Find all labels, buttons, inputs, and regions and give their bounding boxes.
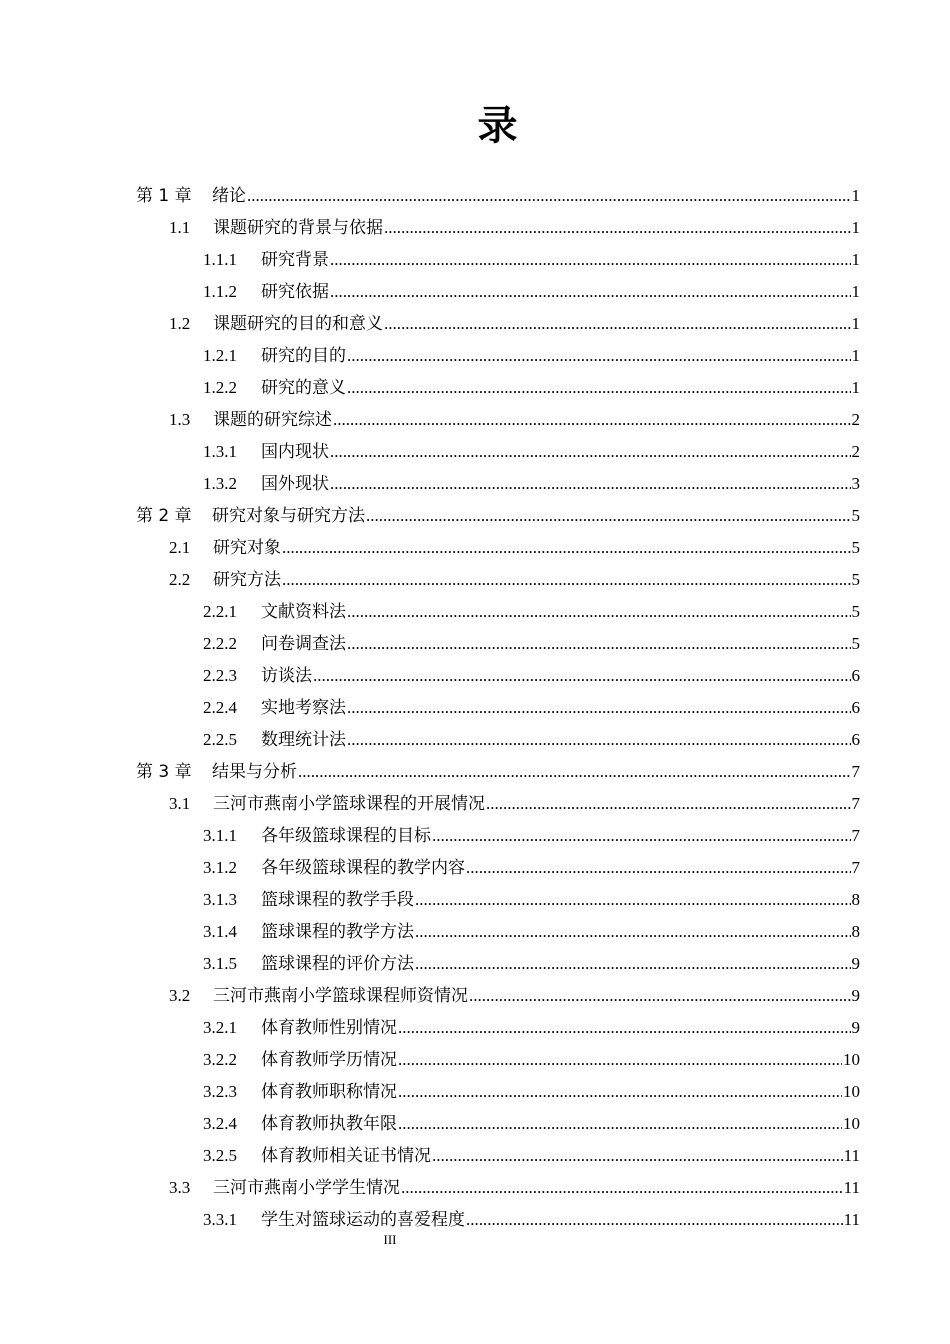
toc-entry[interactable]	[203, 948, 860, 980]
toc-entry[interactable]	[136, 756, 860, 788]
toc-entry-page: 9	[851, 986, 860, 1005]
toc-entry[interactable]	[203, 852, 860, 884]
toc-entry[interactable]	[169, 564, 860, 596]
dot-leader	[432, 820, 851, 852]
toc-entry[interactable]	[203, 436, 860, 468]
toc-entry-title: 三河市燕南小学篮球课程的开展情况	[213, 794, 485, 814]
toc-entry-page: 5	[851, 634, 860, 653]
toc-entry-page: 1	[851, 250, 860, 269]
toc-entry-page: 1	[851, 282, 860, 301]
toc-entry[interactable]	[203, 244, 860, 276]
toc-entry-page: 6	[851, 730, 860, 749]
dot-leader	[347, 692, 851, 724]
toc-entry-number: 3.1.3	[203, 890, 237, 909]
toc-entry-title: 问卷调查法	[261, 634, 346, 654]
toc-entry-title: 课题的研究综述	[213, 410, 332, 430]
toc-entry-page: 5	[851, 506, 860, 525]
toc-entry-page: 11	[843, 1146, 860, 1165]
dot-leader	[398, 1044, 842, 1076]
toc-entry-title: 研究的目的	[261, 346, 346, 366]
toc-entry[interactable]	[203, 724, 860, 756]
toc-entry[interactable]	[136, 500, 860, 532]
page-title: 录	[477, 103, 518, 149]
toc-entry-number: 第 3 章	[136, 762, 192, 782]
toc-entry-title: 三河市燕南小学篮球课程师资情况	[213, 986, 468, 1006]
toc-entry-page: 1	[851, 378, 860, 397]
toc-entry-number: 1.2.1	[203, 346, 237, 365]
toc-entry-page: 1	[851, 314, 860, 333]
toc-entry[interactable]	[203, 340, 860, 372]
dot-leader	[347, 628, 851, 660]
page-number-footer: III	[383, 1232, 397, 1247]
toc-entry-page: 5	[851, 602, 860, 621]
toc-entry[interactable]	[203, 1108, 860, 1140]
toc-entry-title: 体育教师职称情况	[261, 1082, 397, 1102]
dot-leader	[398, 1076, 842, 1108]
dot-leader	[398, 1012, 851, 1044]
toc-entry-page: 10	[843, 1114, 860, 1133]
toc-entry-number: 3.1.2	[203, 858, 237, 877]
toc-entry[interactable]	[203, 660, 860, 692]
toc-entry-number: 3.2.1	[203, 1018, 237, 1037]
toc-entry-number: 1.2	[169, 314, 191, 333]
dot-leader	[415, 884, 851, 916]
toc-entry-title: 文献资料法	[261, 602, 346, 622]
toc-entry-number: 3.2	[169, 986, 191, 1005]
toc-entry-title: 学生对篮球运动的喜爱程度	[261, 1210, 465, 1230]
toc-entry-number: 2.2	[169, 570, 191, 589]
toc-entry-title: 课题研究的背景与依据	[213, 218, 383, 238]
toc-entry[interactable]	[169, 980, 860, 1012]
toc-entry-title: 各年级篮球课程的目标	[261, 826, 431, 846]
toc-entry-title: 研究的意义	[261, 378, 346, 398]
dot-leader	[469, 980, 851, 1012]
toc-entry-number: 2.1	[169, 538, 191, 557]
toc-entry-number: 1.1.2	[203, 282, 237, 301]
toc-entry-page: 1	[851, 346, 860, 365]
toc-entry-title: 结果与分析	[212, 762, 297, 782]
toc-entry-number: 1.3.2	[203, 474, 237, 493]
toc-entry-page: 5	[851, 538, 860, 557]
dot-leader	[347, 724, 851, 756]
toc-entry[interactable]	[203, 276, 860, 308]
dot-leader	[330, 436, 851, 468]
toc-entry-page: 10	[843, 1082, 860, 1101]
toc-entry-title: 体育教师相关证书情况	[261, 1146, 431, 1166]
toc-entry-page: 1	[851, 186, 860, 205]
toc-entry-title: 国内现状	[261, 442, 329, 462]
toc-entry-number: 2.2.5	[203, 730, 237, 749]
toc-entry-title: 篮球课程的评价方法	[261, 954, 414, 974]
dot-leader	[347, 340, 851, 372]
toc-entry[interactable]	[203, 1044, 860, 1076]
toc-entry-page: 11	[843, 1210, 860, 1229]
toc-entry-number: 1.1.1	[203, 250, 237, 269]
dot-leader	[415, 916, 851, 948]
toc-entry-title: 研究对象与研究方法	[212, 506, 365, 526]
dot-leader	[247, 180, 851, 212]
toc-entry[interactable]	[203, 1076, 860, 1108]
toc-entry-page: 9	[851, 1018, 860, 1037]
toc-entry-number: 1.1	[169, 218, 191, 237]
toc-entry-number: 1.3.1	[203, 442, 237, 461]
dot-leader	[298, 756, 851, 788]
toc-entry-page: 11	[843, 1178, 860, 1197]
dot-leader	[432, 1140, 843, 1172]
toc-entry-page: 7	[851, 794, 860, 813]
toc-entry[interactable]	[203, 1012, 860, 1044]
toc-entry-title: 体育教师性别情况	[261, 1018, 397, 1038]
dot-leader	[415, 948, 851, 980]
toc-entry[interactable]	[203, 820, 860, 852]
dot-leader	[384, 308, 851, 340]
toc-entry-title: 体育教师学历情况	[261, 1050, 397, 1070]
toc-entry-title: 数理统计法	[261, 730, 346, 750]
toc-entry-page: 6	[851, 666, 860, 685]
toc-entry-number: 3.1	[169, 794, 191, 813]
dot-leader	[282, 564, 851, 596]
toc-entry[interactable]	[169, 532, 860, 564]
toc-entry-number: 3.1.5	[203, 954, 237, 973]
toc-entry-number: 2.2.1	[203, 602, 237, 621]
toc-entry-number: 2.2.2	[203, 634, 237, 653]
toc-entry-number: 第 1 章	[136, 186, 192, 206]
dot-leader	[313, 660, 851, 692]
toc-entry-page: 2	[851, 442, 860, 461]
dot-leader	[398, 1108, 842, 1140]
dot-leader	[486, 788, 851, 820]
toc-entry-page: 8	[851, 890, 860, 909]
toc-entry-title: 研究对象	[213, 538, 281, 558]
toc-entry-page: 7	[851, 826, 860, 845]
toc-entry-page: 7	[851, 858, 860, 877]
toc-entry-title: 绪论	[212, 186, 246, 206]
toc-entry-title: 课题研究的目的和意义	[213, 314, 383, 334]
dot-leader	[347, 596, 851, 628]
dot-leader	[330, 244, 851, 276]
dot-leader	[401, 1172, 843, 1204]
toc-entry-number: 3.3	[169, 1178, 191, 1197]
toc-entry-title: 研究背景	[261, 250, 329, 270]
toc-entry-number: 第 2 章	[136, 506, 192, 526]
toc-entry[interactable]	[203, 596, 860, 628]
dot-leader	[330, 276, 851, 308]
toc-entry-title: 三河市燕南小学学生情况	[213, 1178, 400, 1198]
toc-entry-title: 研究依据	[261, 282, 329, 302]
toc-entry[interactable]	[169, 212, 860, 244]
toc-entry[interactable]	[203, 628, 860, 660]
toc-entry-title: 国外现状	[261, 474, 329, 494]
toc-entry-page: 9	[851, 954, 860, 973]
toc-entry-title: 实地考察法	[261, 698, 346, 718]
toc-entry-number: 3.2.4	[203, 1114, 237, 1133]
toc-entry-page: 7	[851, 762, 860, 781]
toc-entry[interactable]	[136, 180, 860, 212]
toc-entry-number: 3.1.4	[203, 922, 237, 941]
toc-entry-number: 2.2.3	[203, 666, 237, 685]
toc-entry-number: 3.3.1	[203, 1210, 237, 1229]
toc-entry-number: 1.3	[169, 410, 191, 429]
toc-entry[interactable]	[169, 788, 860, 820]
toc-entry-title: 篮球课程的教学方法	[261, 922, 414, 942]
toc-entry-number: 2.2.4	[203, 698, 237, 717]
toc-entry[interactable]	[169, 404, 860, 436]
toc-entry-title: 篮球课程的教学手段	[261, 890, 414, 910]
toc-entry-page: 6	[851, 698, 860, 717]
toc-entry[interactable]	[203, 884, 860, 916]
toc-entry-number: 3.2.2	[203, 1050, 237, 1069]
toc-entry[interactable]	[203, 692, 860, 724]
toc-entry-number: 3.2.5	[203, 1146, 237, 1165]
toc-entry-number: 3.2.3	[203, 1082, 237, 1101]
toc-entry-title: 访谈法	[261, 666, 312, 686]
toc-entry-title: 各年级篮球课程的教学内容	[261, 858, 465, 878]
toc-entry[interactable]	[169, 308, 860, 340]
toc-entry[interactable]	[203, 916, 860, 948]
dot-leader	[330, 468, 851, 500]
toc-entry[interactable]	[169, 1172, 860, 1204]
toc-entry-page: 10	[843, 1050, 860, 1069]
dot-leader	[282, 532, 851, 564]
dot-leader	[333, 404, 851, 436]
toc-entry-number: 1.2.2	[203, 378, 237, 397]
dot-leader	[384, 212, 851, 244]
toc-entry-title: 研究方法	[213, 570, 281, 590]
dot-leader	[366, 500, 851, 532]
toc-entry-page: 1	[851, 218, 860, 237]
toc-entry-number: 3.1.1	[203, 826, 237, 845]
toc-entry-page: 3	[851, 474, 860, 493]
toc-entry-page: 2	[851, 410, 860, 429]
toc-entry[interactable]	[203, 1140, 860, 1172]
dot-leader	[347, 372, 851, 404]
toc-entry-page: 8	[851, 922, 860, 941]
toc-entry-page: 5	[851, 570, 860, 589]
toc-entry[interactable]	[203, 468, 860, 500]
dot-leader	[466, 852, 851, 884]
toc-entry[interactable]	[203, 372, 860, 404]
toc-entry-title: 体育教师执教年限	[261, 1114, 397, 1134]
